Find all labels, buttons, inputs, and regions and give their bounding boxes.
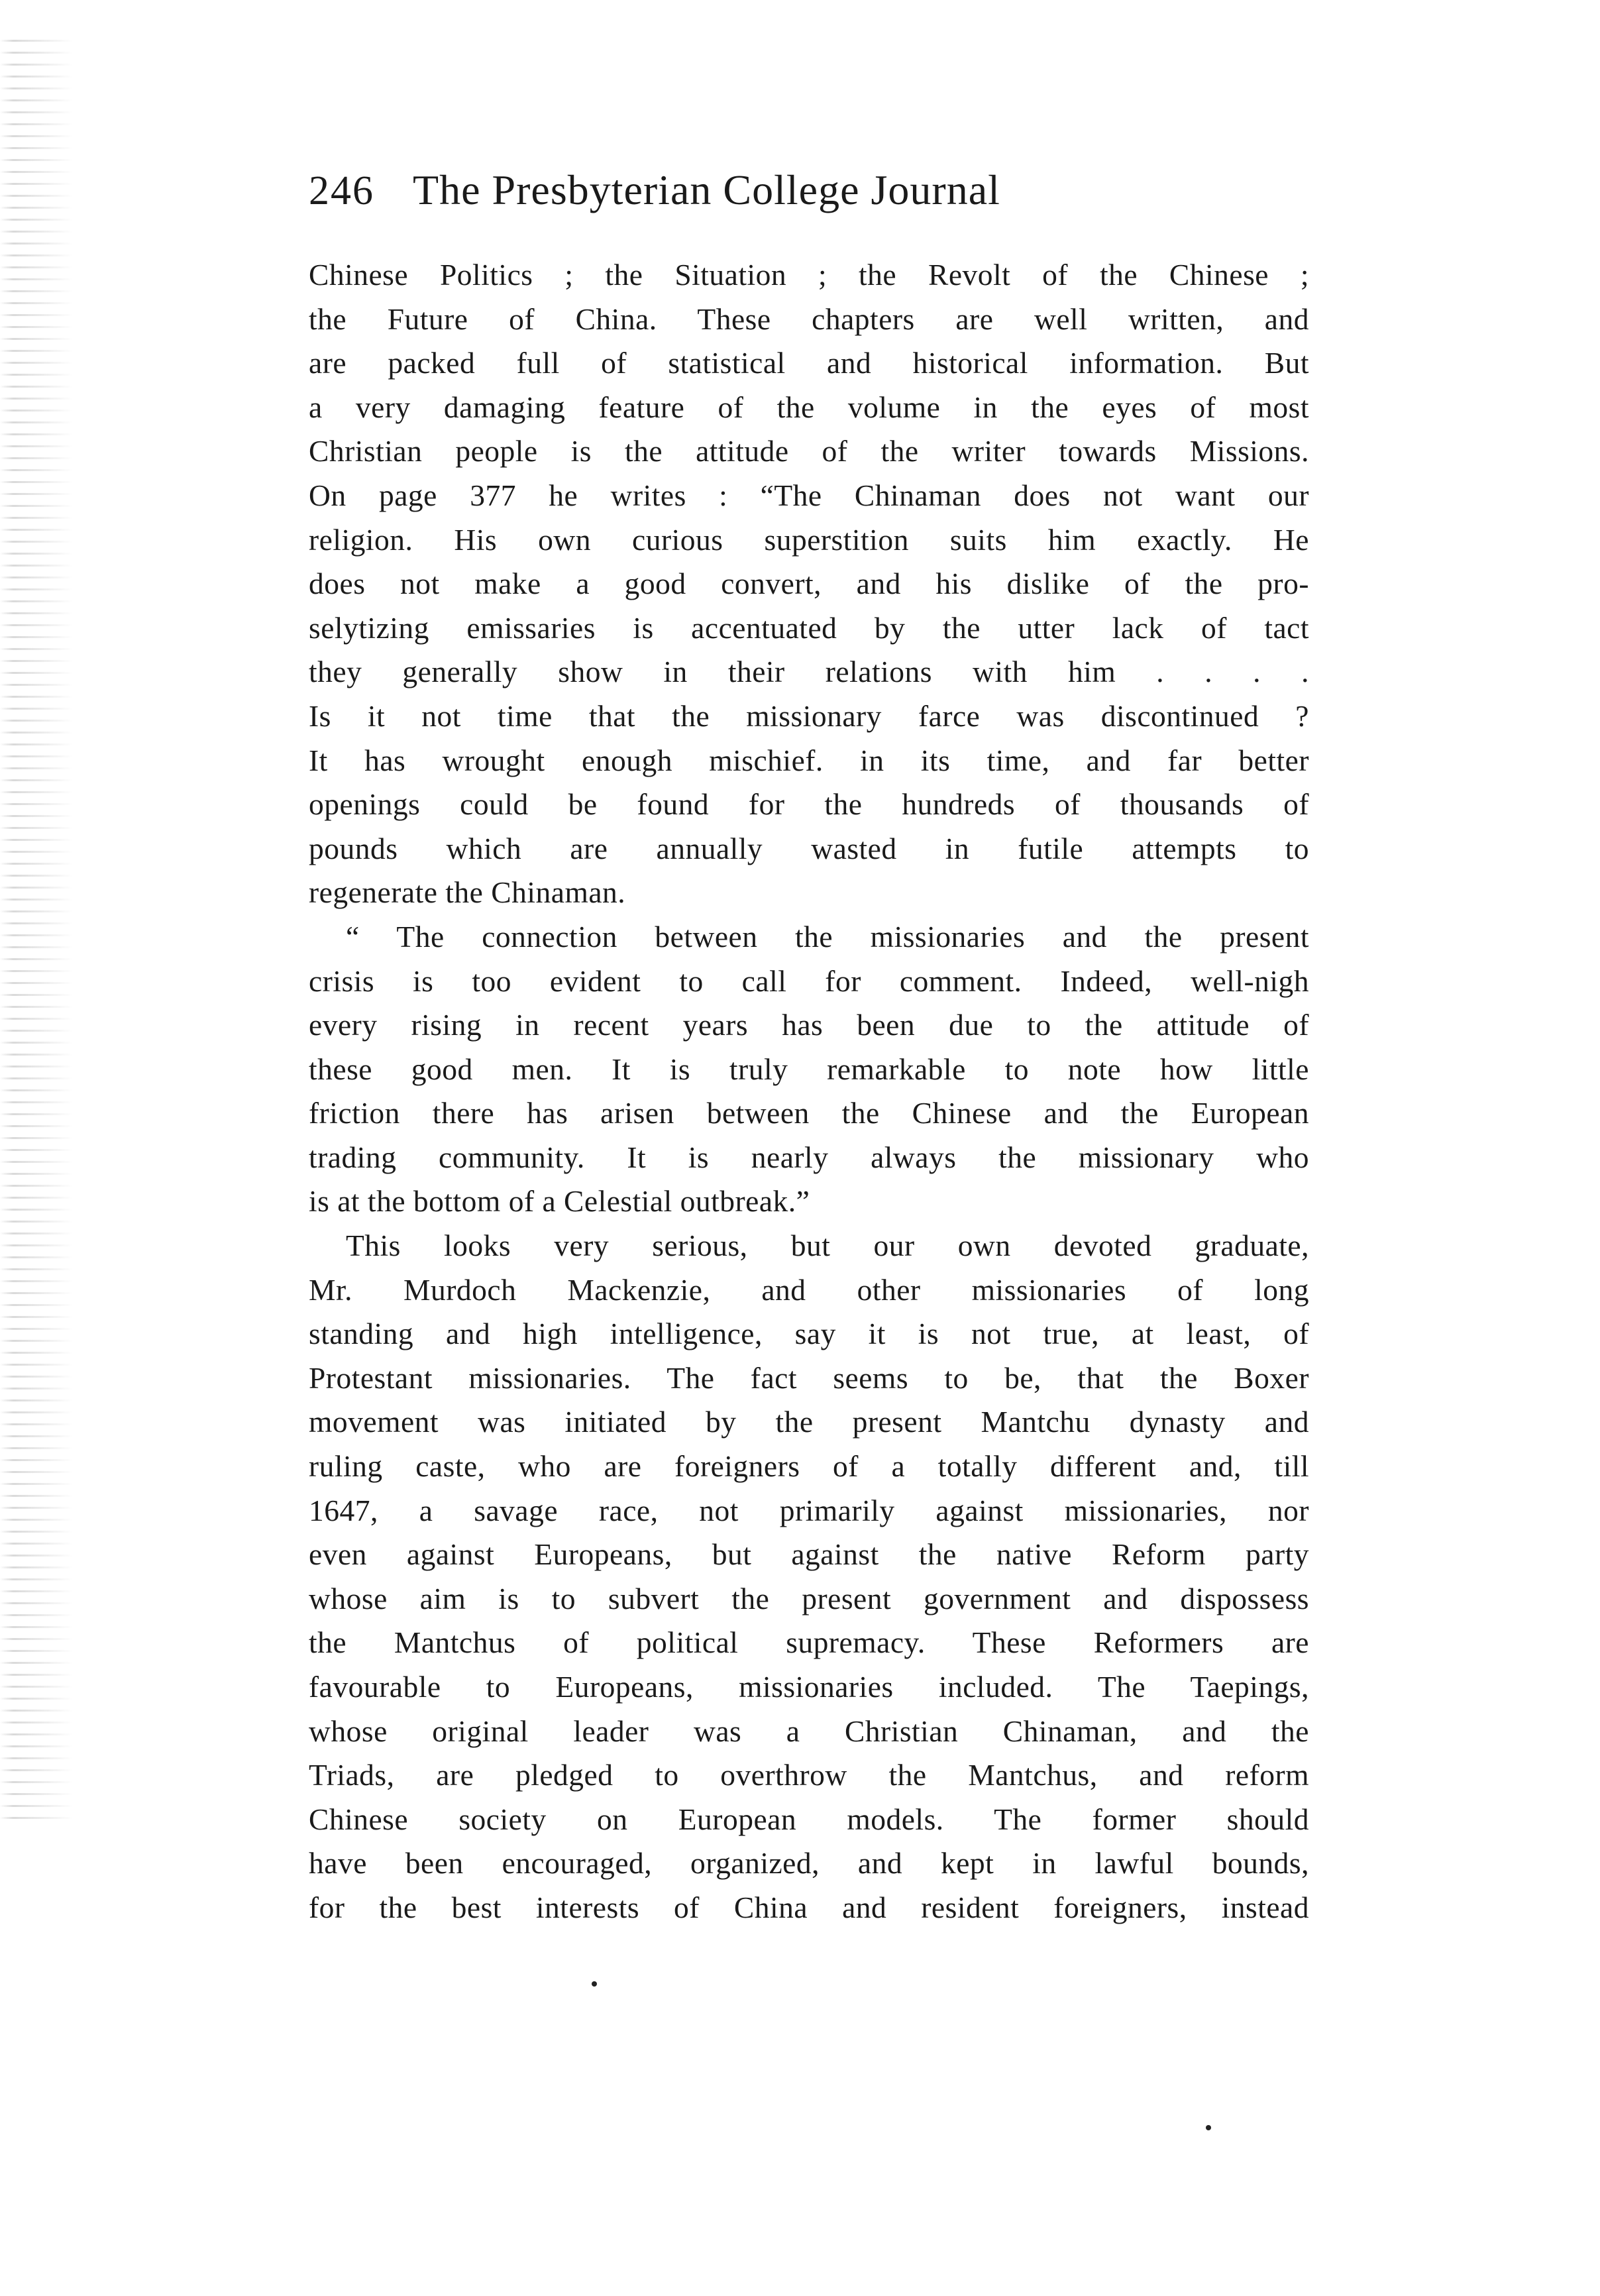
text-line: Chinese society on European models. The former should: [309, 1802, 1309, 1836]
text-line: the Mantchus of political supremacy. These Reformers are: [309, 1625, 1309, 1660]
text-line: “ The connection between the missionaries and the present: [346, 919, 1309, 954]
text-line: 1647, a savage race, not primarily against missionaries, nor: [309, 1493, 1309, 1527]
text-line: even against Europeans, but against the native Reform party: [309, 1537, 1309, 1572]
ink-speck: [1206, 2125, 1211, 2130]
text-line: Triads, are pledged to overthrow the Mantchus, and reform: [309, 1758, 1309, 1792]
body-text: [309, 253, 1309, 1930]
text-line: pounds which are annually wasted in futile attempts to: [309, 831, 1309, 865]
ink-speck: [592, 1981, 597, 1987]
text-line: the Future of China. These chapters are well written, and: [309, 301, 1309, 336]
text-line: favourable to Europeans, missionaries included. The Taepings,: [309, 1670, 1309, 1704]
text-line: Christian people is the attitude of the writer towards Missions.: [309, 434, 1309, 468]
text-line: they generally show in their relations with him . . . .: [309, 655, 1309, 689]
text-line: religion. His own curious superstition suits him exactly. He: [309, 522, 1309, 557]
text-line: selytizing emissaries is accentuated by the utter lack of tact: [309, 610, 1309, 645]
text-line: It has wrought enough mischief. in its time, and far better: [309, 743, 1309, 777]
text-line: openings could be found for the hundreds of thousands of: [309, 787, 1309, 822]
text-line: On page 377 he writes : “The Chinaman does not want our: [309, 478, 1309, 512]
text-line: Mr. Murdoch Mackenzie, and other missionaries of long: [309, 1272, 1309, 1307]
page-number: 246: [309, 168, 374, 213]
text-line: does not make a good convert, and his dislike of the pro-: [309, 567, 1309, 601]
text-line: every rising in recent years has been due to the attitude of: [309, 1008, 1309, 1042]
binding-edge-marks: [0, 40, 73, 1829]
text-line: have been encouraged, organized, and kept in lawful bounds,: [309, 1846, 1309, 1881]
text-line: regenerate the Chinaman.: [309, 875, 626, 910]
text-line: ruling caste, who are foreigners of a totally different and, till: [309, 1449, 1309, 1484]
text-line: is at the bottom of a Celestial outbreak.”: [309, 1184, 810, 1219]
page-header: [309, 166, 1316, 232]
text-line: whose aim is to subvert the present government and dispossess: [309, 1581, 1309, 1615]
text-line: for the best interests of China and resident foreigners, instead: [309, 1890, 1309, 1924]
text-line: friction there has arisen between the Chinese and the European: [309, 1096, 1309, 1130]
text-line: trading community. It is nearly always the missionary who: [309, 1140, 1309, 1174]
text-line: standing and high intelligence, say it is not true, at least, of: [309, 1317, 1309, 1351]
text-line: whose original leader was a Christian Chinaman, and the: [309, 1714, 1309, 1748]
text-line: crisis is too evident to call for comment. Indeed, well-nigh: [309, 963, 1309, 998]
text-line: are packed full of statistical and historical information. But: [309, 346, 1309, 380]
text-line: Chinese Politics ; the Situation ; the Revolt of the Chinese ;: [309, 258, 1309, 292]
text-line: a very damaging feature of the volume in the eyes of most: [309, 390, 1309, 424]
text-line: Protestant missionaries. The fact seems to be, that the Boxer: [309, 1360, 1309, 1395]
text-line: This looks very serious, but our own devoted graduate,: [346, 1229, 1309, 1263]
running-title: The Presbyterian College Journal: [413, 166, 1000, 213]
text-line: Is it not time that the missionary farce was discontinued ?: [309, 698, 1309, 733]
text-line: movement was initiated by the present Mantchu dynasty and: [309, 1405, 1309, 1439]
text-line: these good men. It is truly remarkable to note how little: [309, 1052, 1309, 1086]
